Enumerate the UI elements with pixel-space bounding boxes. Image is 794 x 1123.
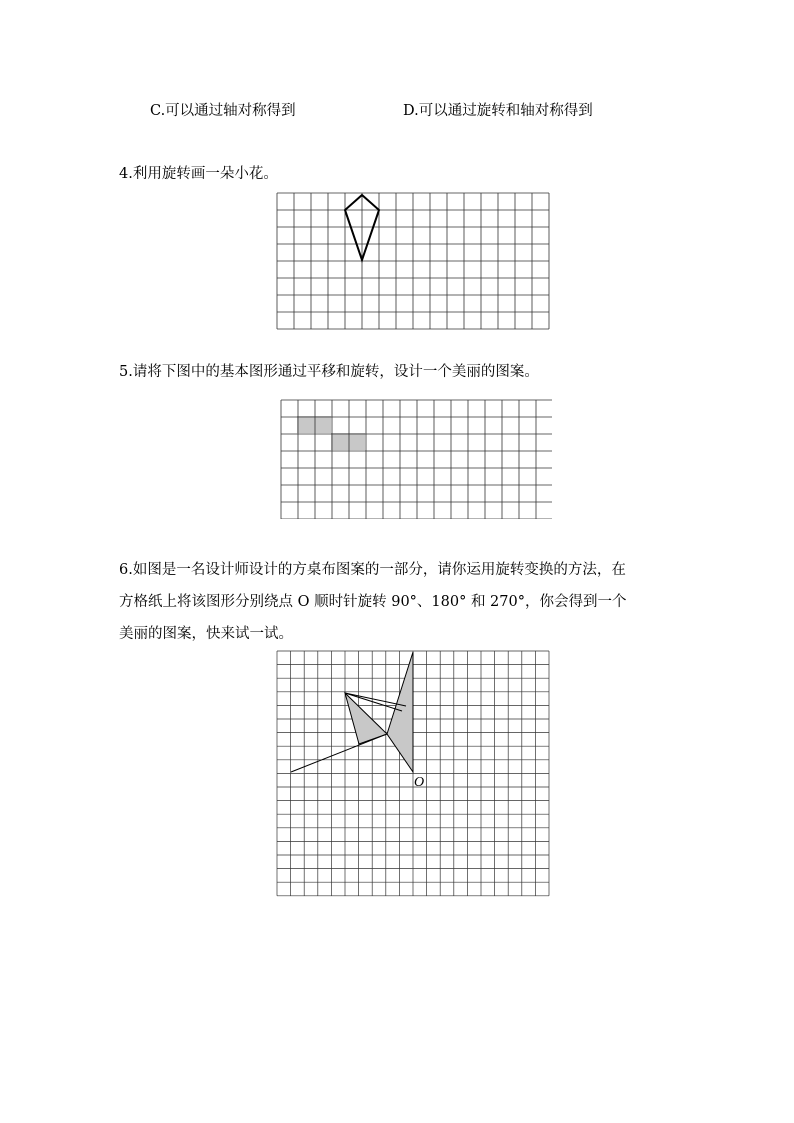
option-d: D.可以通过旋转和轴对称得到: [403, 103, 593, 119]
question-5-text: 5.请将下图中的基本图形通过平移和旋转，设计一个美丽的图案。: [119, 364, 539, 380]
point-o-label: O: [414, 775, 425, 790]
question-6-line2: 方格纸上将该图形分别绕点 O 顺时针旋转 90°、180° 和 270°，你会得到一个: [119, 594, 627, 610]
shaded-rectangle-1: [297, 416, 331, 433]
question-5-grid: [280, 399, 552, 519]
question-6-grid: [276, 650, 550, 898]
question-4-grid: [276, 192, 552, 332]
question-6-line3: 美丽的图案，快来试一试。: [119, 626, 293, 642]
option-c: C.可以通过轴对称得到: [150, 103, 296, 119]
shaded-rectangle-2: [331, 433, 365, 450]
shaded-triangle-large: [387, 652, 413, 772]
line-long: [291, 734, 387, 772]
question-4-text: 4.利用旋转画一朵小花。: [119, 166, 278, 182]
question-6-line1: 6.如图是一名设计师设计的方桌布图案的一部分，请你运用旋转变换的方法，在: [119, 562, 626, 578]
